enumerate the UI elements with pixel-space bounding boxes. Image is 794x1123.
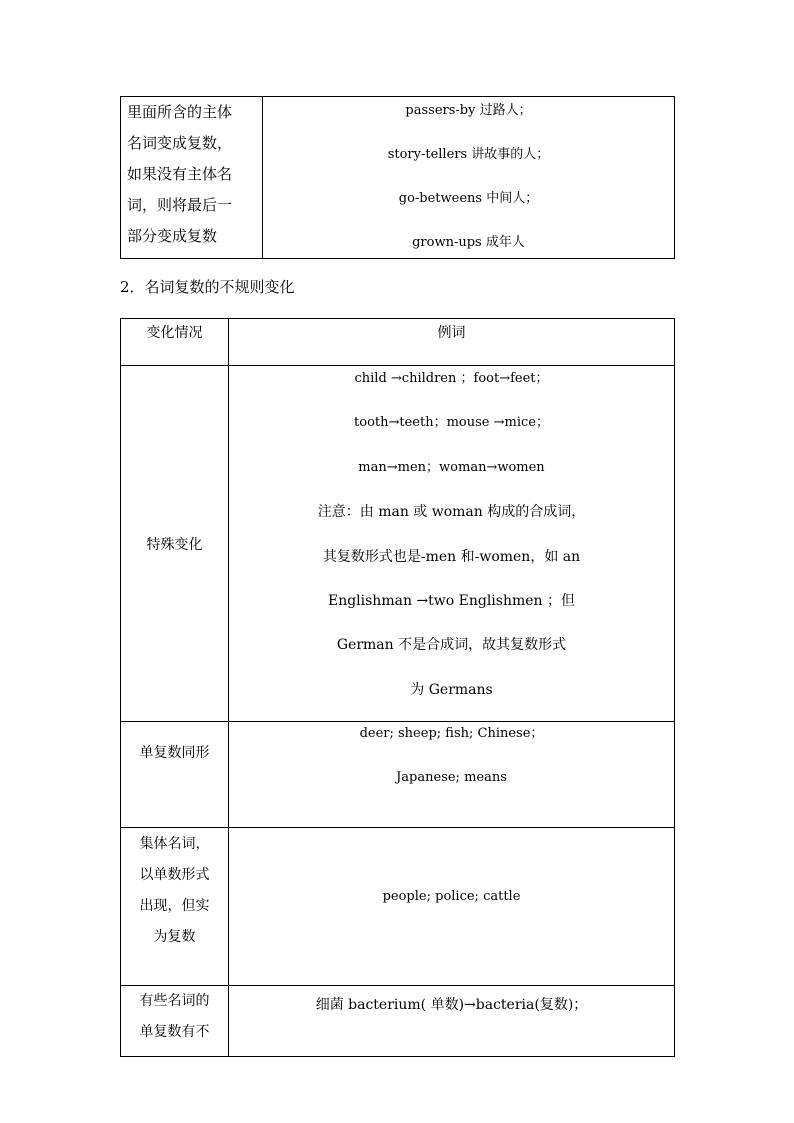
header-situation: 变化情况: [146, 325, 203, 341]
examples-cell: [229, 366, 675, 722]
table-row: [121, 722, 675, 828]
examples-cell: [229, 828, 675, 986]
rule-line: 里面所含的主体: [127, 103, 233, 121]
example-line: people; police; cattle: [382, 889, 521, 904]
category-label: 单复数有不: [139, 1024, 210, 1040]
section-heading: 2．名词复数的不规则变化: [120, 278, 295, 296]
examples-list: [263, 97, 674, 254]
note-line: 其复数形式也是-men 和-women，如 an: [322, 548, 581, 565]
category-label: 集体名词，: [139, 836, 210, 852]
table-header-row: [121, 319, 675, 366]
example-line: go-betweens 中间人；: [398, 191, 539, 206]
examples-cell: [229, 722, 675, 828]
example-line: Japanese; means: [396, 770, 507, 786]
compound-noun-table: [120, 96, 675, 259]
rule-line: 名词变成复数，: [127, 134, 233, 152]
example-line: 细菌 bacterium( 单数)→bacteria(复数)；: [315, 997, 588, 1013]
category-label: 以单数形式: [139, 867, 210, 883]
example-line: grown-ups 成年人: [412, 235, 525, 250]
examples-cell: [229, 986, 675, 1057]
rule-line: 词，则将最后一: [127, 196, 233, 214]
header-cell-example: [229, 319, 675, 366]
header-example: 例词: [437, 325, 466, 341]
table-row: [121, 366, 675, 722]
irregular-plural-table: [120, 318, 675, 1057]
rule-line: 如果没有主体名: [127, 165, 233, 183]
rule-text: [121, 97, 262, 252]
example-line: man→men；woman→women: [358, 459, 545, 475]
examples-list: [229, 722, 674, 789]
note-line: 注意：由 man 或 woman 构成的合成词，: [317, 504, 586, 521]
example-line: child →children ；foot→feet；: [354, 371, 549, 386]
category-label: 单复数同形: [139, 745, 210, 761]
table-row: [121, 97, 675, 259]
rule-cell: [121, 97, 263, 259]
category-label: 出现，但实: [139, 898, 210, 914]
examples-cell: [263, 97, 675, 259]
note-line: 为 Germans: [410, 681, 493, 698]
category-label: 为复数: [153, 929, 196, 945]
example-line: deer; sheep; fish; Chinese；: [359, 726, 544, 741]
category-cell: [121, 986, 229, 1057]
category-cell: [121, 722, 229, 828]
note-line: German 不是合成词，故其复数形式: [336, 637, 567, 654]
example-line: tooth→teeth；mouse →mice；: [354, 415, 549, 431]
table-row: [121, 986, 675, 1057]
rule-line: 部分变成复数: [127, 227, 218, 245]
header-cell-situation: [121, 319, 229, 366]
category-label: 有些名词的: [139, 993, 210, 1009]
examples-list: [229, 366, 674, 701]
note-line: Englishman →two Englishmen ；但: [327, 592, 576, 609]
category-label: 特殊变化: [146, 536, 203, 553]
category-cell: [121, 366, 229, 722]
example-line: passers-by 过路人；: [405, 103, 532, 118]
table-row: [121, 828, 675, 986]
example-line: story-tellers 讲故事的人；: [387, 147, 550, 162]
category-cell: [121, 828, 229, 986]
